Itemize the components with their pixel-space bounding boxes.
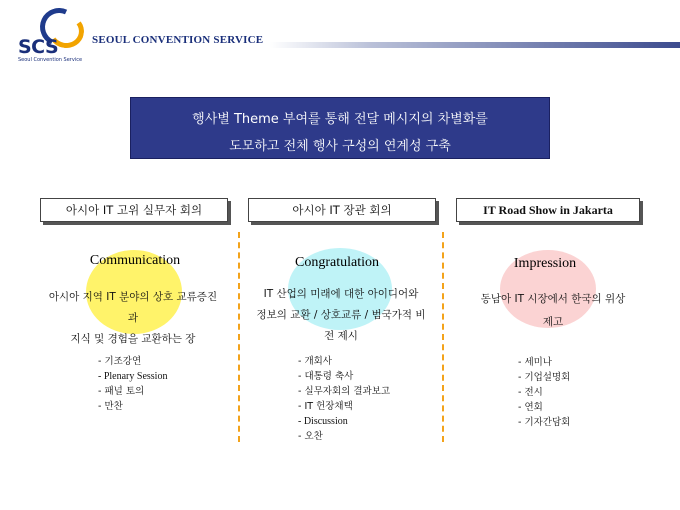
banner-line-1: 행사별 Theme 부여를 통해 전달 메시지의 차별화를 [192, 112, 488, 127]
list-item: - 기업설명회 [518, 372, 571, 383]
description-line: 전 제시 [324, 330, 358, 342]
list-item: - IT 헌장채택 [298, 401, 353, 412]
list-item: - 만찬 [98, 401, 123, 412]
list-item: - 기조강연 [98, 356, 142, 367]
header-gradient-rule [270, 42, 680, 48]
description-line: 제고 [542, 316, 564, 328]
column-title-road-show: IT Road Show in Jakarta [456, 198, 640, 222]
keyword-communication: Communication [89, 253, 181, 268]
logo-mark: SCS [18, 36, 59, 58]
theme-banner [130, 97, 550, 159]
list-item: - 패널 토의 [98, 386, 145, 397]
list-item: - 기자간담회 [518, 417, 571, 428]
program-list-ministers [298, 354, 390, 444]
description-line: 지식 및 경험을 교환하는 장 [70, 333, 196, 345]
list-item: - 오찬 [298, 431, 323, 442]
list-item: - Plenary Session [98, 371, 168, 382]
column-title-senior-officials: 아시아 IT 고위 실무자 회의 [40, 198, 228, 222]
list-item: - 개회사 [298, 356, 332, 367]
program-list-road-show [518, 355, 570, 430]
dashed-separator [238, 232, 240, 442]
list-item: - Discussion [298, 416, 348, 427]
description-line: IT 산업의 미래에 대한 아이디어와 [263, 288, 419, 300]
description-communication [34, 287, 232, 350]
description-congratulation [246, 284, 436, 347]
dashed-separator [442, 232, 444, 442]
description-line: 과 [127, 312, 139, 324]
list-item: - 대통령 축사 [298, 371, 354, 382]
program-list-senior-officials [98, 354, 167, 414]
list-item: - 세미나 [518, 357, 552, 368]
description-line: 동남아 IT 시장에서 한국의 위상 [480, 293, 626, 305]
description-line: 정보의 교환 / 상호교류 / 범국가적 비 [256, 309, 426, 321]
logo-subtext: Seoul Convention Service [18, 57, 83, 63]
banner-line-2: 도모하고 전체 행사 구성의 연계성 구축 [229, 139, 451, 154]
scs-logo [18, 8, 88, 63]
list-item: - 전시 [518, 387, 543, 398]
description-line: 아시아 지역 IT 분야의 상호 교류증진 [48, 291, 218, 303]
keyword-congratulation: Congratulation [295, 255, 379, 270]
brand-name: SEOUL CONVENTION SERVICE [92, 34, 264, 46]
list-item: - 실무자회의 결과보고 [298, 386, 391, 397]
column-title-ministers: 아시아 IT 장관 회의 [248, 198, 436, 222]
description-impression [460, 288, 646, 334]
list-item: - 연회 [518, 402, 543, 413]
keyword-impression: Impression [513, 256, 577, 271]
